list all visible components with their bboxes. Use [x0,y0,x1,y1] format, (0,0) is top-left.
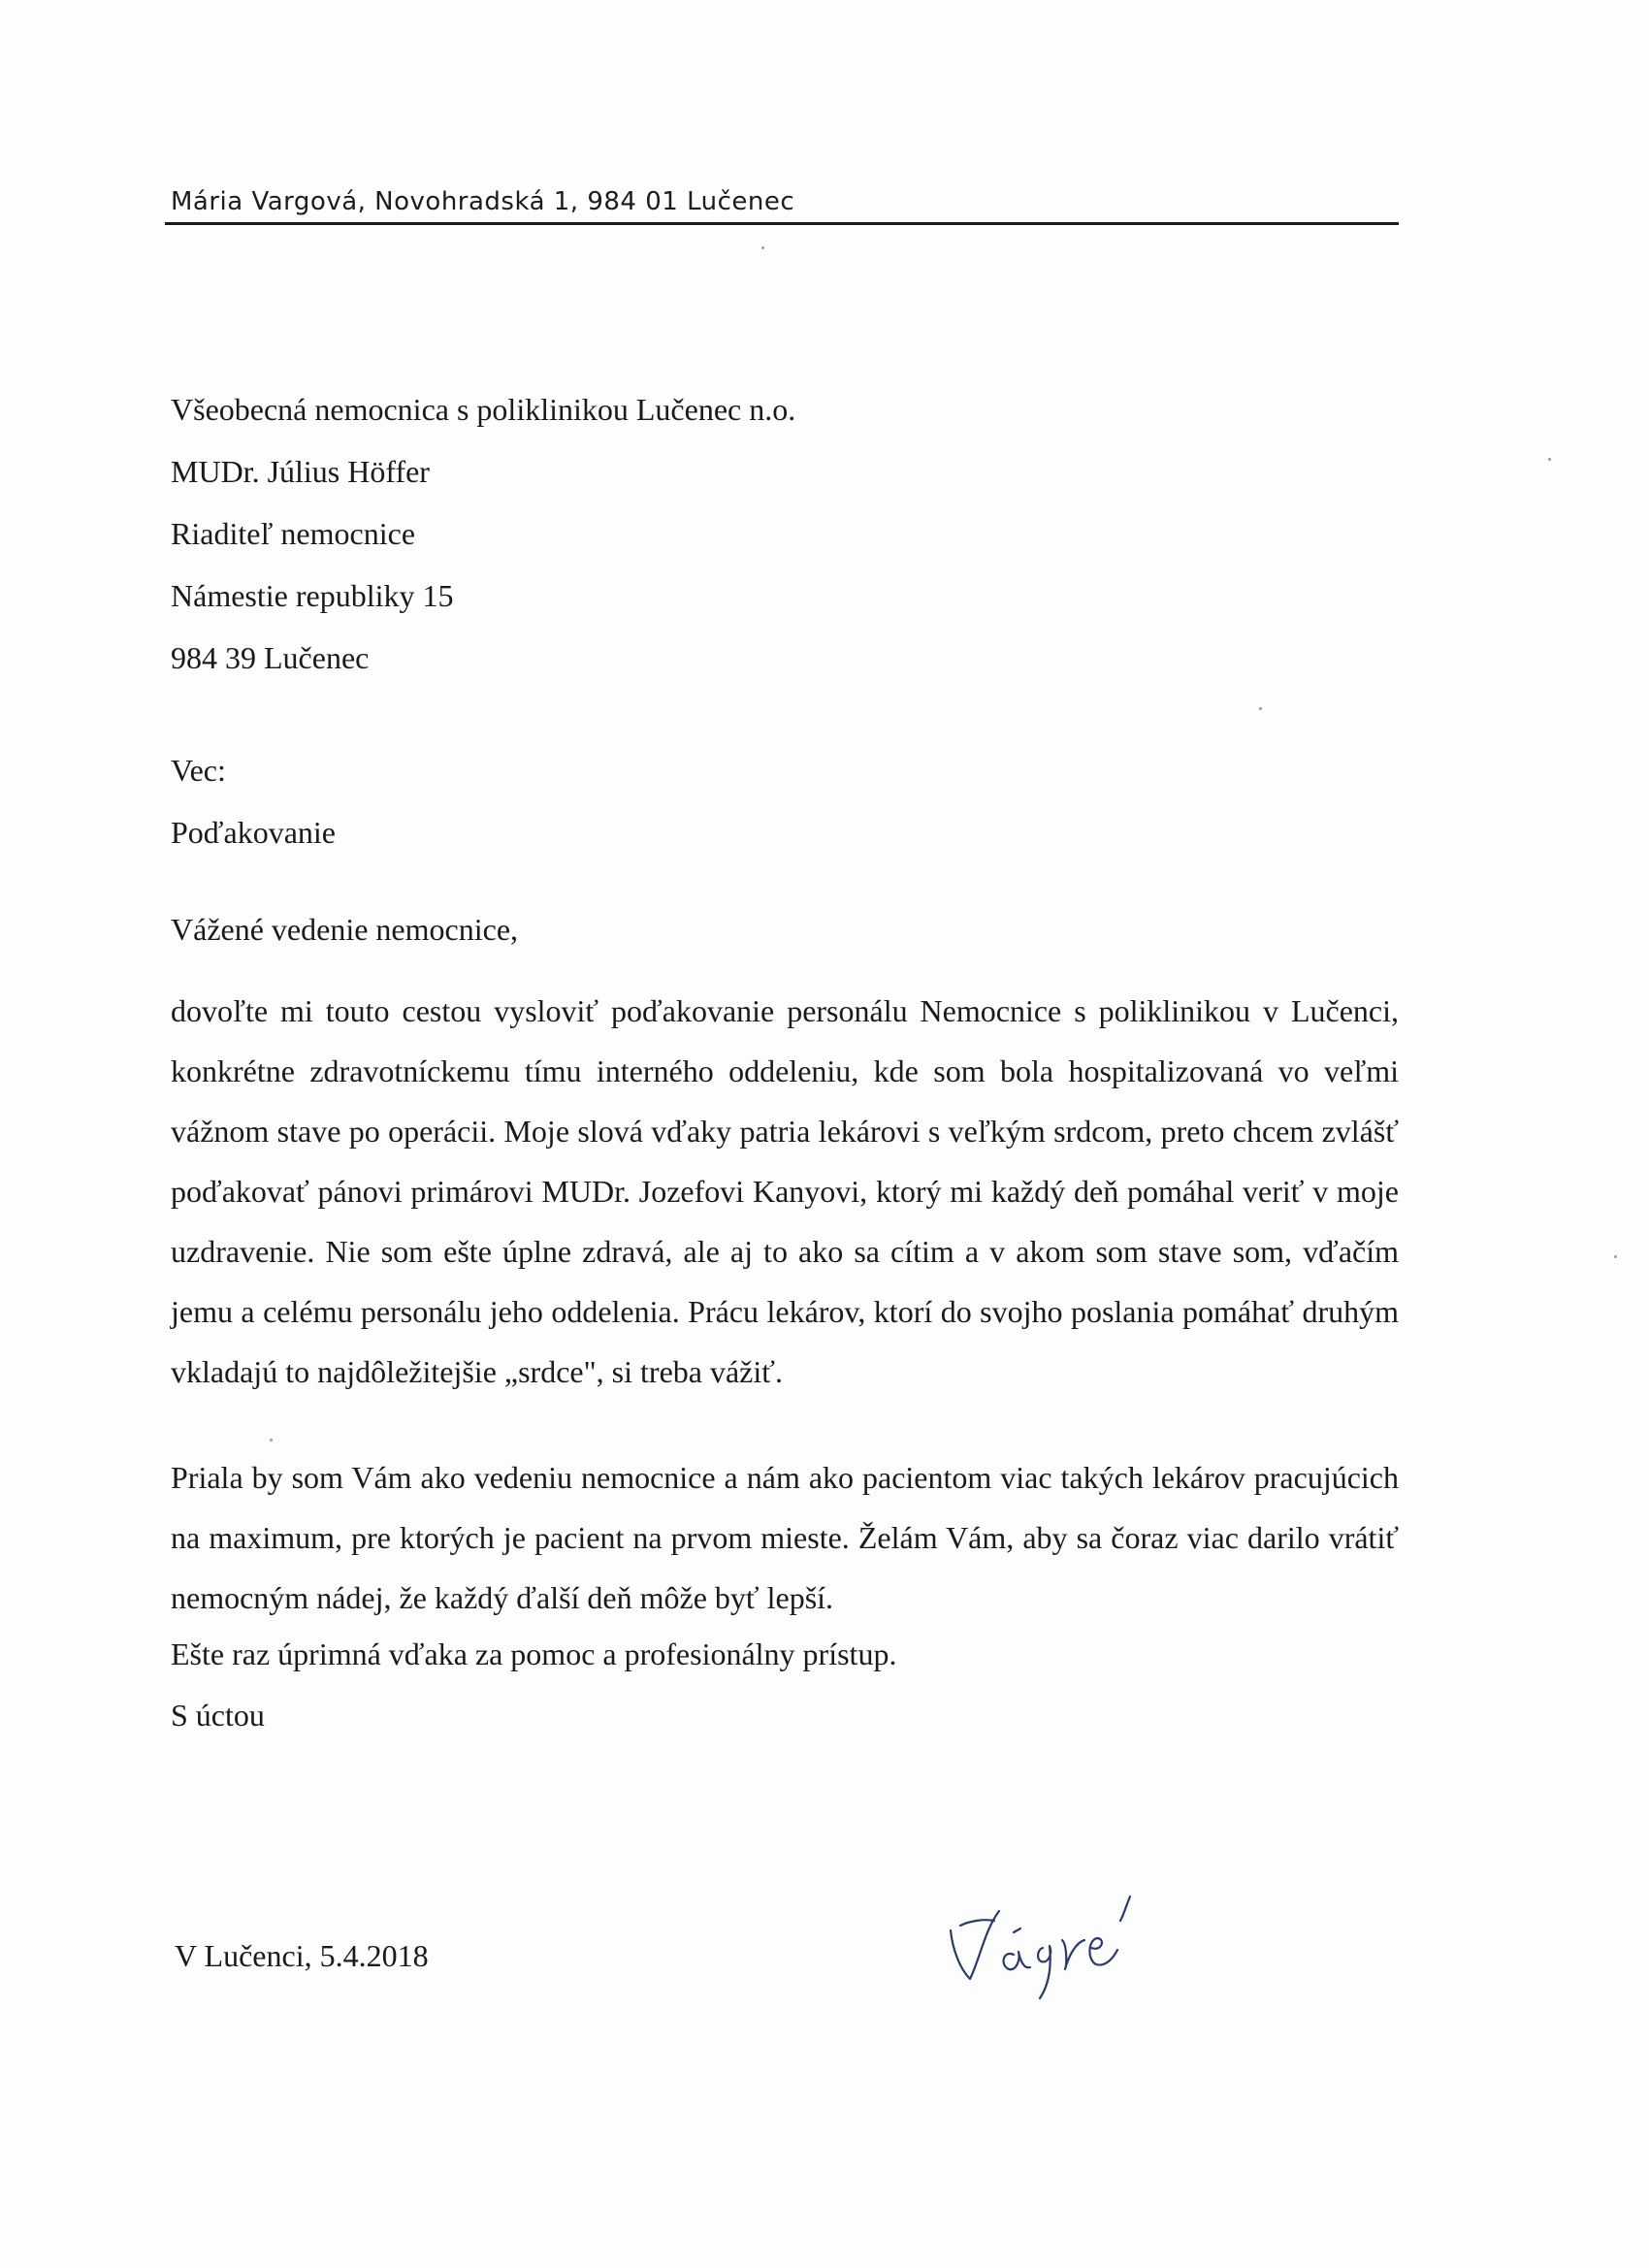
scan-speck [1548,458,1551,461]
sender-address: Mária Vargová, Novohradská 1, 984 01 Lučenec [171,187,795,216]
body-paragraph-1: dovoľte mi touto cestou vysloviť poďakovanie personálu Nemocnice s poliklinikou v Lučenci, konkrétne zdravotníckemu tímu interného oddeleniu, kde som bola hospitalizovaná vo veľmi vážnom stave po operácii. Moje slová vďaky patria lekárovi s veľkým srdcom, preto chcem zvlášť poďakovať pánovi primárovi MUDr. Jozefovi Kanyovi, ktorý mi každý deň pomáhal veriť v moje uzdravenie. Nie som ešte úplne zdravá, ale aj to ako sa cítim a v akom som stave som, vďačím jemu a celému personálu jeho oddelenia. Prácu lekárov, ktorí do svojho poslania pomáhať druhým vkladajú to najdôležitejšie „srdce", si treba vážiť. [171,993,1399,1389]
thanks-line: Ešte raz úprimná vďaka za pomoc a profesionálny prístup. [171,1636,897,1671]
recipient-line-institution: Všeobecná nemocnica s poliklinikou Lučenec n.o. [171,392,796,427]
subject-text: Poďakovanie [171,815,336,850]
recipient-line-street: Námestie republiky 15 [171,578,454,613]
scan-speck [270,1439,273,1442]
recipient-line-city: 984 39 Lučenec [171,640,370,675]
place-date: V Lučenci, 5.4.2018 [175,1938,429,1973]
scan-speck [1259,707,1262,710]
scan-speck [1614,1255,1617,1258]
subject-block [171,739,336,863]
sender-divider [165,222,1399,225]
recipient-line-name: MUDr. Július Höffer [171,454,430,489]
handwritten-signature [931,1872,1174,2008]
scan-speck [761,246,764,249]
subject-label: Vec: [171,753,226,788]
salutation: Vážené vedenie nemocnice, [171,912,519,947]
recipient-address [171,378,795,689]
recipient-line-title: Riaditeľ nemocnice [171,516,416,551]
body-paragraph-2: Priala by som Vám ako vedeniu nemocnice a nám ako pacientom viac takých lekárov pracujúcich na maximum, pre ktorých je pacient na prvom mieste. Želám Vám, aby sa čoraz viac darilo vrátiť nemocným nádej, že každý ďalší deň môže byť lepší. [171,1460,1399,1615]
closing-line: S úctou [171,1698,265,1733]
